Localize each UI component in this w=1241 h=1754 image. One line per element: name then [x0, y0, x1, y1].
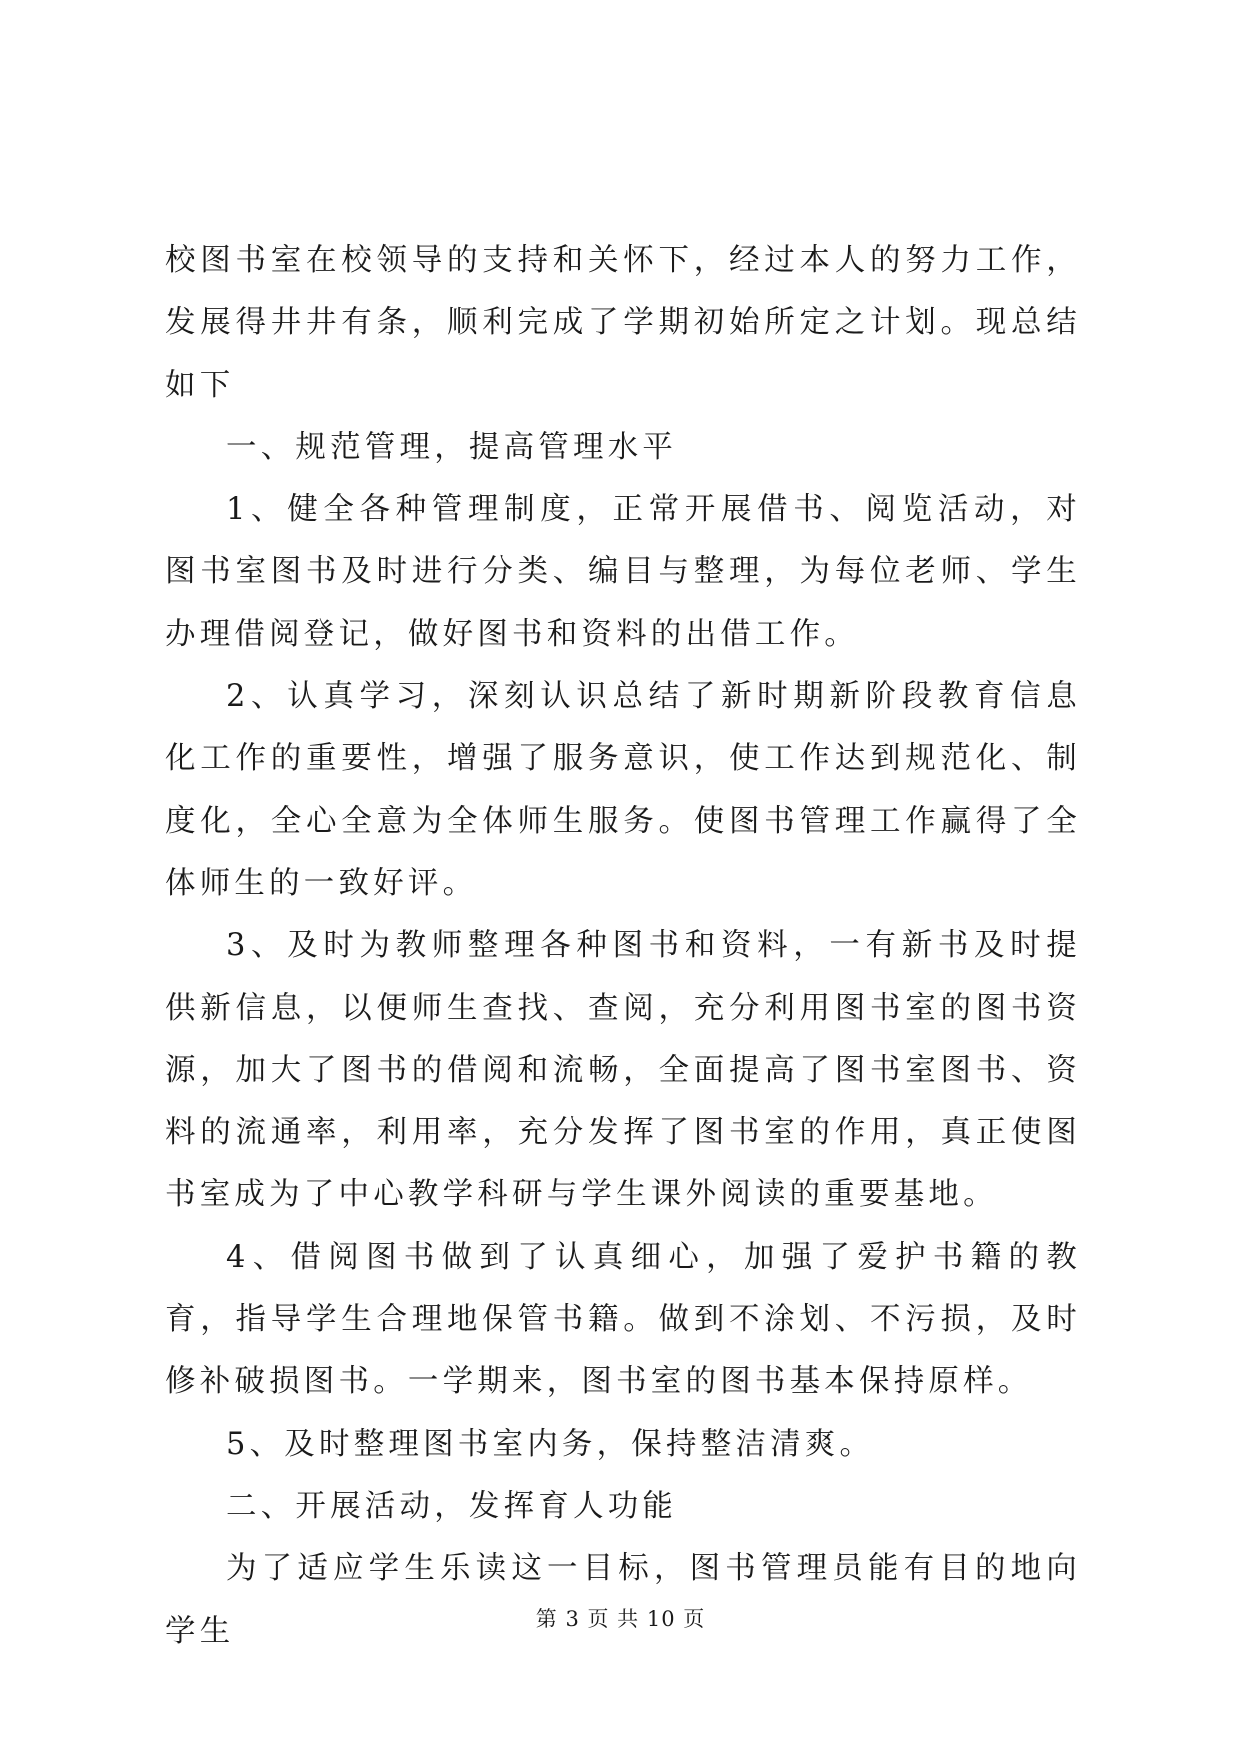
- paragraph-item-5: 5、及时整理图书室内务，保持整洁清爽。: [226, 1426, 875, 1462]
- paragraph-activities: 为了适应学生乐读这一目标，图书管理员能有目的地向学生: [165, 1551, 1081, 1649]
- paragraph-intro: 校图书室在校领导的支持和关怀下，经过本人的努力工作，发展得井井有条，顺利完成了学期初始所定之计划。现总结如下: [165, 243, 1081, 403]
- heading-section-2: 二、开展活动，发挥育人功能: [226, 1488, 678, 1524]
- heading-section-1: 一、规范管理，提高管理水平: [226, 429, 678, 465]
- paragraph-item-4: 4、借阅图书做到了认真细心，加强了爱护书籍的教育，指导学生合理地保管书籍。做到不涂划、不污损，及时修补破损图书。一学期来，图书室的图书基本保持原样。: [165, 1239, 1081, 1400]
- page-number-footer: 第 3 页 共 10 页: [535, 1607, 706, 1631]
- paragraph-item-1: 1、健全各种管理制度，正常开展借书、阅览活动，对图书室图书及时进行分类、编目与整理，为每位老师、学生办理借阅登记，做好图书和资料的出借工作。: [165, 492, 1081, 652]
- paragraph-item-3: 3、及时为教师整理各种图书和资料，一有新书及时提供新信息，以便师生查找、查阅，充分利用图书室的图书资源，加大了图书的借阅和流畅，全面提高了图书室图书、资料的流通率，利用率，充分发挥了图书室的作用，真正使图书室成为了中心教学科研与学生课外阅读的重要基地。: [165, 928, 1081, 1213]
- paragraph-item-2: 2、认真学习，深刻认识总结了新时期新阶段教育信息化工作的重要性，增强了服务意识，使工作达到规范化、制度化，全心全意为全体师生服务。使图书管理工作赢得了全体师生的一致好评。: [165, 679, 1081, 901]
- document-body: [165, 230, 1081, 1663]
